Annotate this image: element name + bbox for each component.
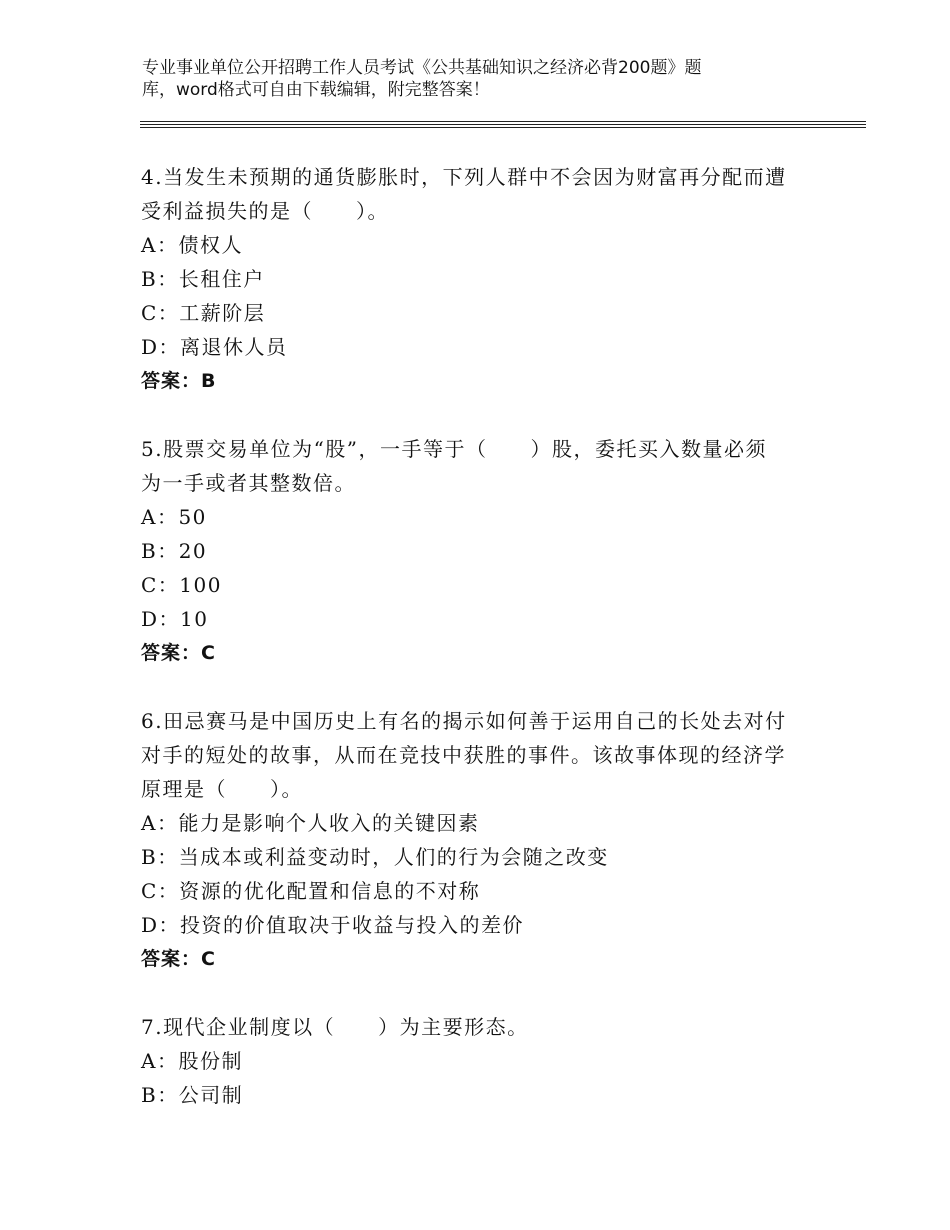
question-6 [141, 704, 821, 976]
header-title-line-2: 库，word格式可自由下载编辑，附完整答案！ [142, 80, 490, 100]
question-4-option-d: D：离退休人员 [141, 335, 288, 359]
question-4-answer: 答案：B [141, 370, 217, 392]
question-spacer [141, 670, 821, 704]
question-4 [141, 160, 821, 398]
document-header [142, 57, 782, 101]
header-divider-middle [140, 124, 866, 125]
question-list [141, 160, 821, 1112]
question-spacer [141, 976, 821, 1010]
question-5-text-line-2: 为一手或者其整数倍。 [141, 471, 356, 495]
question-4-text-line-1: 4.当发生未预期的通货膨胀时，下列人群中不会因为财富再分配而遭 [141, 165, 787, 189]
question-4-option-b: B：长租住户 [141, 267, 265, 291]
question-7 [141, 1010, 821, 1112]
question-5-option-a: A：50 [141, 505, 207, 529]
question-6-option-c: C：资源的优化配置和信息的不对称 [141, 879, 481, 903]
question-4-option-a: A：债权人 [141, 233, 243, 257]
question-5-answer: 答案：C [141, 642, 216, 664]
question-5-option-b: B：20 [141, 539, 208, 563]
question-7-text-line-1: 7.现代企业制度以（ ）为主要形态。 [141, 1015, 529, 1039]
question-4-text-line-2: 受利益损失的是（ ）。 [141, 199, 389, 223]
question-4-option-c: C：工薪阶层 [141, 301, 266, 325]
question-5-option-c: C：100 [141, 573, 222, 597]
question-6-option-a: A：能力是影响个人收入的关键因素 [141, 811, 480, 835]
question-6-text-line-3: 原理是（ ）。 [141, 777, 303, 801]
question-5 [141, 432, 821, 670]
header-divider-top [140, 121, 866, 122]
question-5-option-d: D：10 [141, 607, 209, 631]
question-6-text-line-1: 6.田忌赛马是中国历史上有名的揭示如何善于运用自己的长处去对付 [141, 709, 787, 733]
question-7-option-b: B：公司制 [141, 1083, 244, 1107]
header-title-line-1: 专业事业单位公开招聘工作人员考试《公共基础知识之经济必背200题》题 [142, 58, 702, 78]
question-6-answer: 答案：C [141, 948, 216, 970]
question-5-text-line-1: 5.股票交易单位为“股”，一手等于（ ）股，委托买入数量必须 [141, 437, 768, 461]
question-7-option-a: A：股份制 [141, 1049, 243, 1073]
header-divider-bottom [140, 127, 866, 128]
question-6-text-line-2: 对手的短处的故事，从而在竞技中获胜的事件。该故事体现的经济学 [141, 743, 786, 767]
question-6-option-b: B：当成本或利益变动时，人们的行为会随之改变 [141, 845, 609, 869]
question-spacer [141, 398, 821, 432]
question-6-option-d: D：投资的价值取决于收益与投入的差价 [141, 913, 525, 937]
